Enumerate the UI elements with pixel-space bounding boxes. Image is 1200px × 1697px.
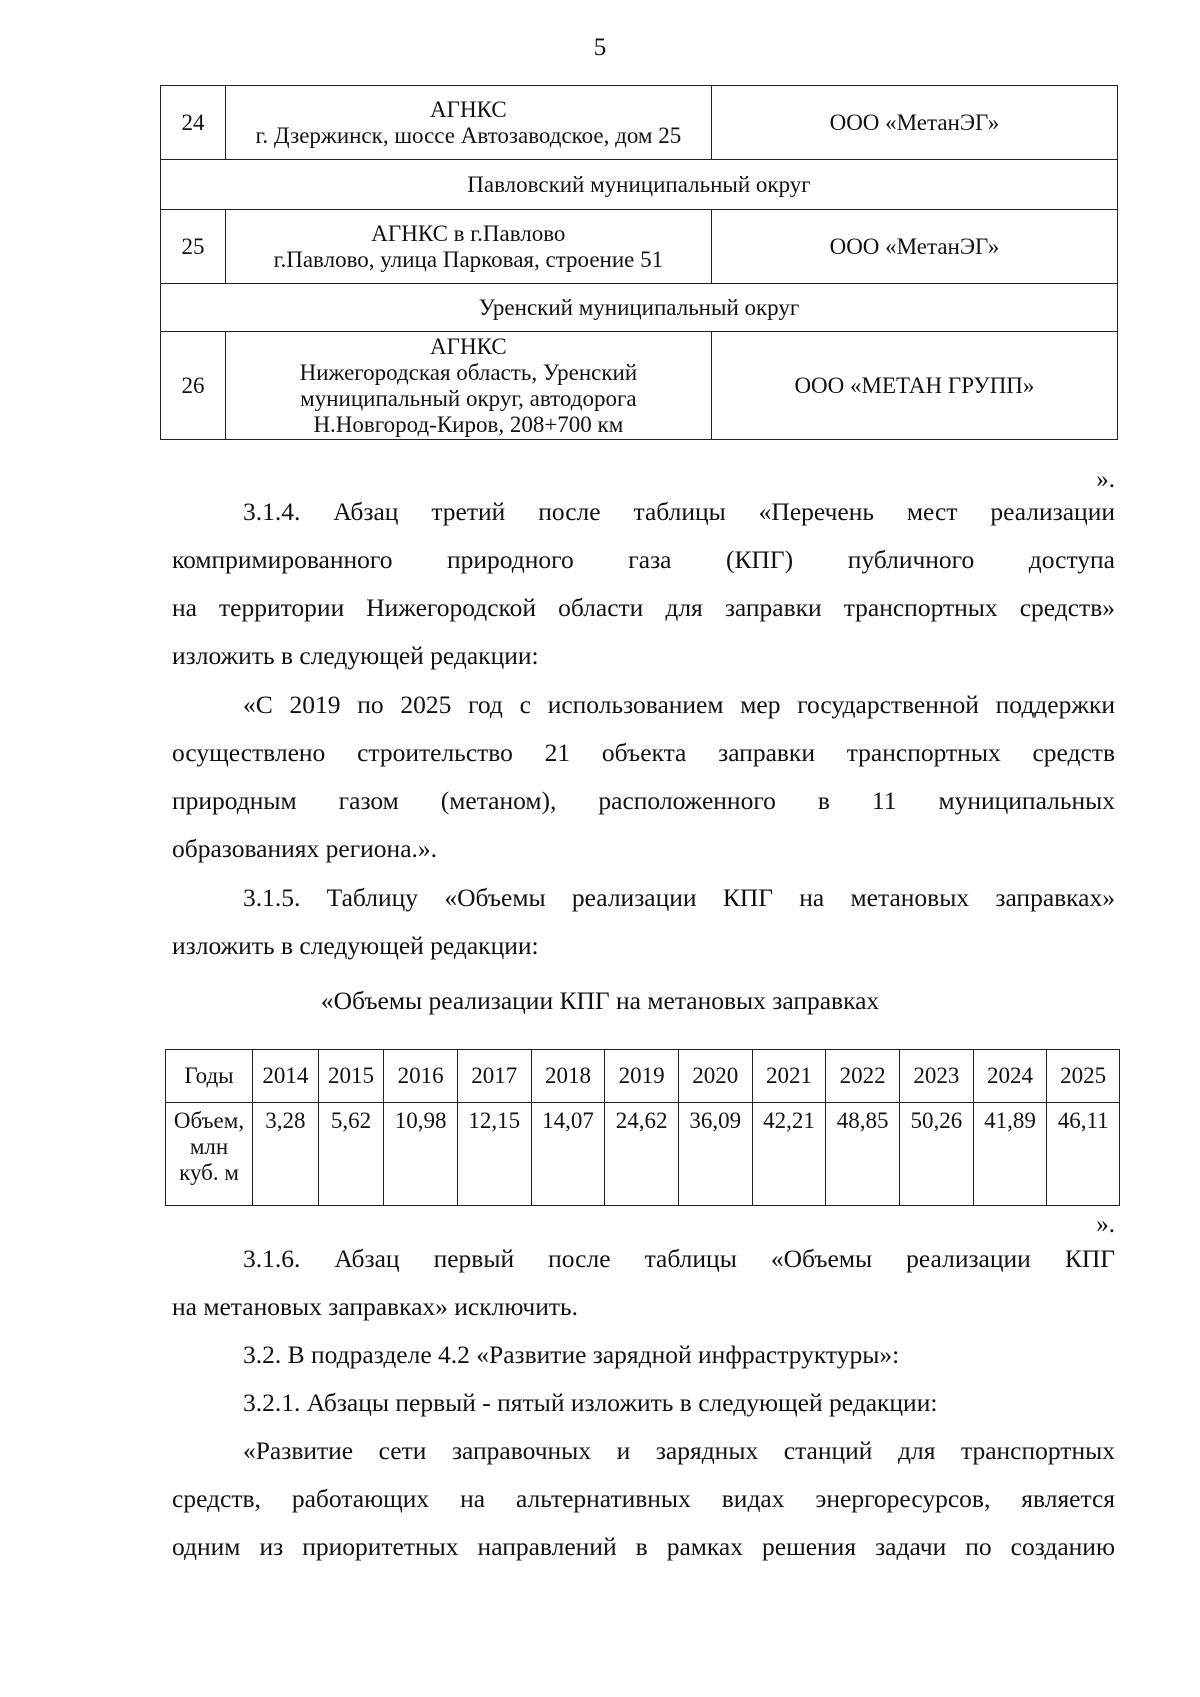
page-number: 5 (593, 34, 607, 61)
text-line: осуществлено строительство 21 объекта заправки транспортных средств (172, 738, 1115, 767)
text-line: «С 2019 по 2025 год с использованием мер государственной поддержки (243, 690, 1115, 719)
section-title: Уренский муниципальный округ (161, 284, 1118, 332)
year-cell: 2017 (457, 1050, 531, 1103)
value-cell: 24,62 (605, 1103, 679, 1206)
value-label (166, 1103, 253, 1206)
year-cell: 2021 (752, 1050, 826, 1103)
year-cell: 2022 (826, 1050, 900, 1103)
section-title: Павловский муниципальный округ (161, 160, 1118, 210)
address-line: муниципальный округ, автодорога (300, 385, 637, 411)
paragraph-3-1-4 (172, 488, 1115, 680)
station-address (225, 332, 711, 440)
value-cell: 36,09 (678, 1103, 752, 1206)
text-line: природным газом (метаном), расположенного в 11 муниципальных (172, 786, 1115, 815)
text-line: компримированного природного газа (КПГ) публичного доступа (172, 545, 1115, 574)
value-cell: 14,07 (531, 1103, 605, 1206)
year-cell: 2019 (605, 1050, 679, 1103)
header-label: Годы (166, 1050, 253, 1103)
table-row (161, 86, 1118, 160)
volume-table (165, 1049, 1120, 1206)
text-line: 3.1.6. Абзац первый после таблицы «Объемы реализации КПГ (243, 1244, 1115, 1273)
text-line: 3.2. В подразделе 4.2 «Развитие зарядной инфраструктуры»: (243, 1340, 900, 1369)
station-address (225, 210, 711, 284)
table-row (161, 210, 1118, 284)
value-cell: 10,98 (384, 1103, 458, 1206)
text-line: образованиях региона.». (172, 834, 438, 863)
section-row (161, 160, 1118, 210)
text-line: одним из приоритетных направлений в рамках решения задачи по созданию (172, 1532, 1115, 1561)
year-cell: 2016 (384, 1050, 458, 1103)
table-title: «Объемы реализации КПГ на метановых заправках (320, 986, 880, 1015)
row-number: 26 (161, 332, 226, 440)
text-line: на метановых заправках» исключить. (172, 1292, 579, 1321)
address-line: г. Дзержинск, шоссе Автозаводское, дом 25 (255, 122, 682, 148)
station-address (225, 86, 711, 160)
address-line: АГНКС (430, 333, 507, 359)
operator-name: ООО «МЕТАН ГРУПП» (711, 332, 1117, 440)
year-cell: 2025 (1047, 1050, 1120, 1103)
value-cell: 12,15 (457, 1103, 531, 1206)
year-cell: 2014 (253, 1050, 319, 1103)
value-cell: 5,62 (318, 1103, 384, 1206)
year-cell: 2018 (531, 1050, 605, 1103)
address-line: Нижегородская область, Уренский (299, 359, 638, 385)
year-cell: 2020 (678, 1050, 752, 1103)
section-row (161, 284, 1118, 332)
value-cell: 3,28 (253, 1103, 319, 1206)
year-cell: 2015 (318, 1050, 384, 1103)
text-line: «Развитие сети заправочных и зарядных станций для транспортных (243, 1436, 1115, 1465)
table-row (166, 1103, 1120, 1206)
paragraph-3-1-5 (172, 874, 1115, 970)
address-line: Н.Новгород-Киров, 208+700 км (313, 411, 624, 437)
text-line: 3.2.1. Абзацы первый - пятый изложить в следующей редакции: (243, 1388, 938, 1417)
text-line: 3.1.5. Таблицу «Объемы реализации КПГ на метановых заправках» (243, 883, 1115, 912)
quote-paragraph (172, 1427, 1115, 1571)
station-table (160, 85, 1118, 440)
row-number: 25 (161, 210, 226, 284)
closing-quote: ». (1096, 1211, 1115, 1238)
text-line: изложить в следующей редакции: (172, 931, 539, 960)
value-cell: 50,26 (899, 1103, 973, 1206)
closing-quote: ». (1096, 466, 1115, 493)
year-cell: 2023 (899, 1050, 973, 1103)
operator-name: ООО «МетанЭГ» (711, 86, 1117, 160)
paragraph-3-2 (172, 1331, 1115, 1427)
text-line: на территории Нижегородской области для заправки транспортных средств» (172, 593, 1115, 622)
text-line: изложить в следующей редакции: (172, 641, 539, 670)
address-line: г.Павлово, улица Парковая, строение 51 (273, 246, 664, 272)
value-cell: 42,21 (752, 1103, 826, 1206)
year-cell: 2024 (973, 1050, 1047, 1103)
value-cell: 46,11 (1047, 1103, 1120, 1206)
text-line: средств, работающих на альтернативных видах энергоресурсов, является (172, 1484, 1115, 1513)
operator-name: ООО «МетанЭГ» (711, 210, 1117, 284)
paragraph-3-1-6 (172, 1235, 1115, 1331)
quote-paragraph (172, 681, 1115, 873)
table-row (161, 332, 1118, 440)
address-line: АГНКС (430, 96, 507, 122)
label-line: Объем, (173, 1108, 245, 1133)
table-row (166, 1050, 1120, 1103)
label-line: млн (189, 1134, 229, 1159)
label-line: куб. м (179, 1160, 239, 1185)
value-cell: 41,89 (973, 1103, 1047, 1206)
value-cell: 48,85 (826, 1103, 900, 1206)
row-number: 24 (161, 86, 226, 160)
address-line: АГНКС в г.Павлово (371, 220, 566, 246)
text-line: 3.1.4. Абзац третий после таблицы «Перечень мест реализации (243, 497, 1115, 526)
